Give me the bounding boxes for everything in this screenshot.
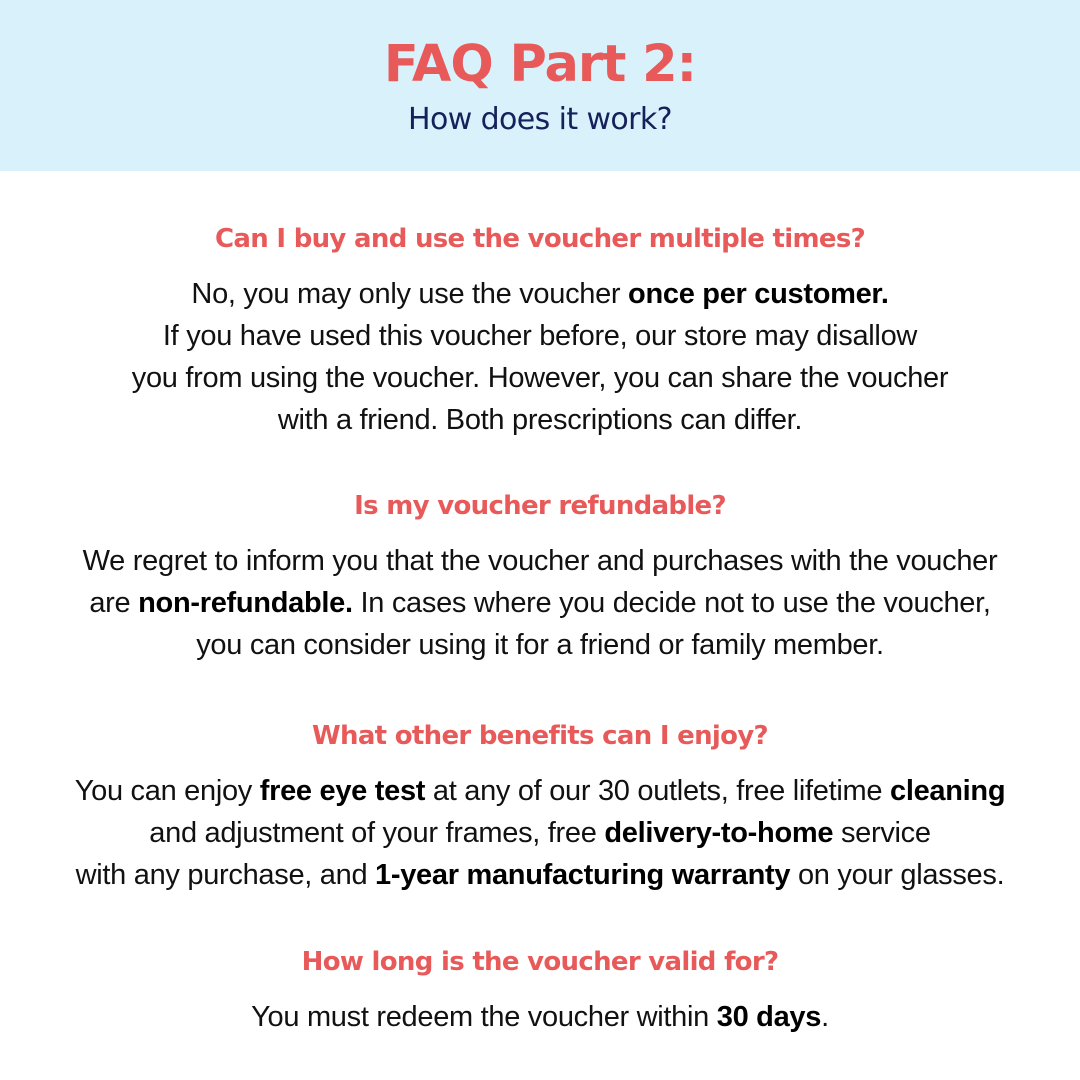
answer-text: service	[833, 817, 931, 849]
faq-answer-multiple-use	[0, 273, 1080, 441]
answer-text: on your glasses.	[790, 859, 1005, 891]
answer-emphasis: free eye test	[259, 775, 426, 807]
answer-text: are	[89, 587, 139, 619]
answer-line	[0, 770, 1080, 812]
answer-line	[0, 854, 1080, 896]
answer-text: .	[821, 1001, 829, 1033]
header-banner	[0, 0, 1080, 171]
answer-line: If you have used this voucher before, our store may disallow	[162, 320, 918, 352]
answer-text: In cases where you decide not to use the voucher,	[352, 587, 991, 619]
answer-text: at any of our 30 outlets, free lifetime	[425, 775, 890, 807]
answer-line	[0, 812, 1080, 854]
page-subtitle: How does it work?	[408, 102, 672, 137]
faq-question-refundable: Is my voucher refundable?	[354, 491, 726, 521]
answer-line: with a friend. Both prescriptions can differ.	[277, 404, 803, 436]
faq-answer-validity	[0, 996, 1080, 1038]
answer-line: We regret to inform you that the voucher and purchases with the voucher	[82, 545, 998, 577]
answer-text: No, you may only use the voucher	[191, 278, 629, 310]
answer-emphasis: delivery-to-home	[604, 817, 834, 849]
answer-text: with any purchase, and	[75, 859, 376, 891]
page-title: FAQ Part 2:	[383, 35, 697, 94]
answer-text: You must redeem the voucher within	[251, 1001, 717, 1033]
faq-question-benefits: What other benefits can I enjoy?	[312, 721, 768, 751]
faq-answer-refundable	[0, 540, 1080, 666]
answer-text: You can enjoy	[74, 775, 260, 807]
faq-answer-benefits	[0, 770, 1080, 896]
answer-emphasis: 1-year manufacturing warranty	[375, 859, 791, 891]
answer-line: you from using the voucher. However, you can share the voucher	[131, 362, 949, 394]
answer-line: you can consider using it for a friend or family member.	[196, 629, 884, 661]
faq-question-validity: How long is the voucher valid for?	[301, 947, 779, 977]
answer-line	[0, 273, 1080, 315]
answer-emphasis: 30 days	[716, 1001, 822, 1033]
answer-text: and adjustment of your frames, free	[149, 817, 605, 849]
answer-line	[0, 996, 1080, 1038]
answer-emphasis: once per customer.	[628, 278, 889, 310]
answer-emphasis: non-refundable.	[138, 587, 353, 619]
faq-question-multiple-use: Can I buy and use the voucher multiple times?	[215, 224, 865, 254]
answer-line	[0, 582, 1080, 624]
answer-emphasis: cleaning	[889, 775, 1006, 807]
